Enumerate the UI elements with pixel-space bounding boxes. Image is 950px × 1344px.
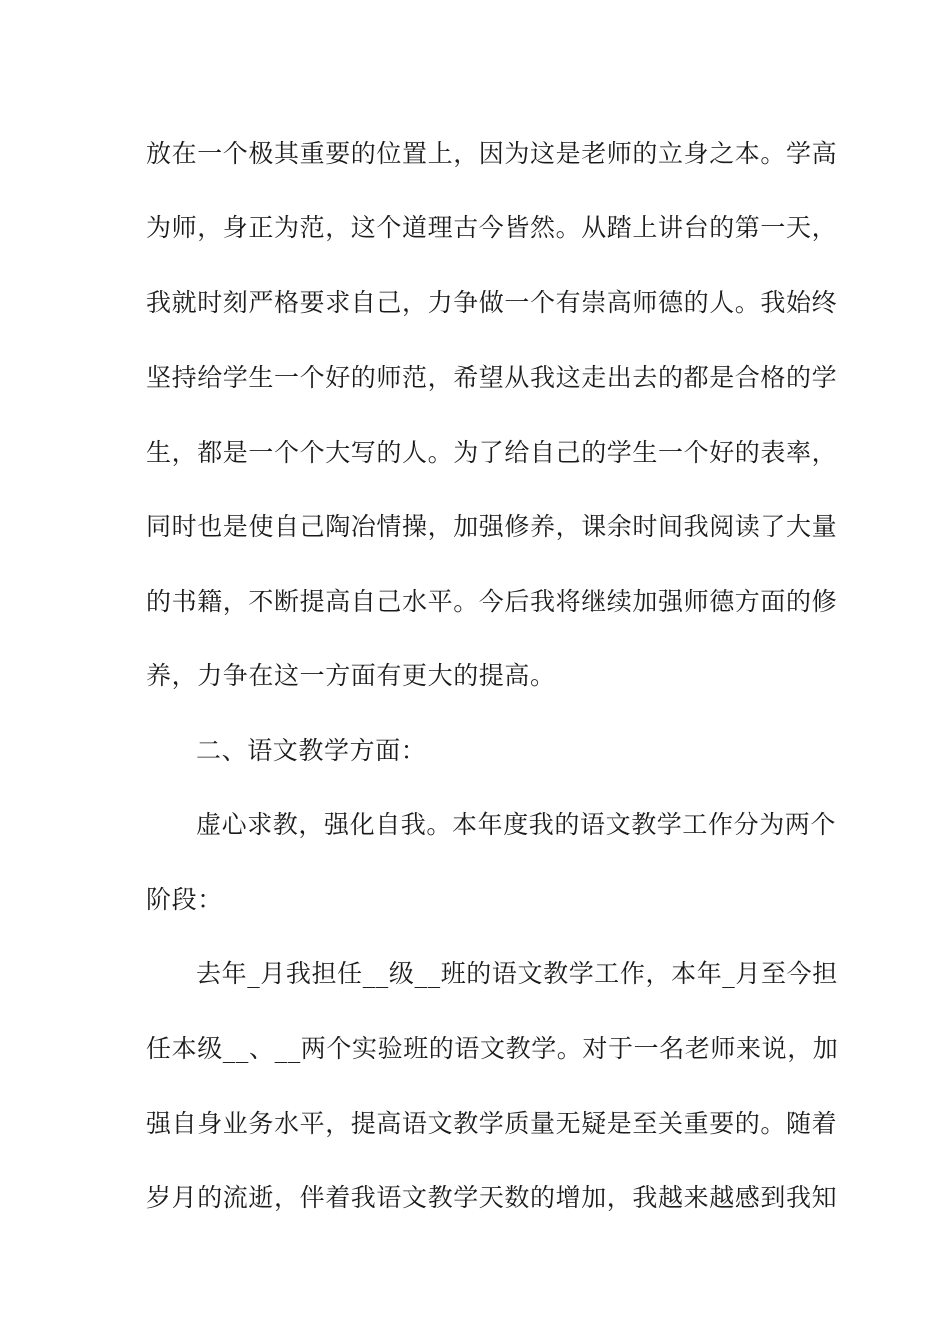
paragraph-line-8: 养，力争在这一方面有更大的提高。	[146, 661, 556, 690]
paragraph-line-13: 任本级__、__两个实验班的语文教学。对于一名老师来说，加	[146, 1034, 839, 1063]
paragraph-line-11: 阶段：	[146, 885, 223, 914]
paragraph-line-5: 生，都是一个个大写的人。为了给自己的学生一个好的表率，	[146, 438, 838, 467]
paragraph-line-3: 我就时刻严格要求自己，力争做一个有崇高师德的人。我始终	[146, 288, 838, 317]
paragraph-line-12: 去年_月我担任__级__班的语文教学工作，本年_月至今担	[196, 959, 838, 988]
section-heading: 二、语文教学方面：	[196, 736, 427, 765]
paragraph-line-4: 坚持给学生一个好的师范，希望从我这走出去的都是合格的学	[146, 363, 838, 392]
paragraph-line-1: 放在一个极其重要的位置上，因为这是老师的立身之本。学高	[146, 139, 838, 168]
paragraph-line-6: 同时也是使自己陶冶情操，加强修养，课余时间我阅读了大量	[146, 512, 838, 541]
paragraph-line-7: 的书籍，不断提高自己水平。今后我将继续加强师德方面的修	[146, 587, 838, 616]
paragraph-line-10: 虚心求教，强化自我。本年度我的语文教学工作分为两个	[196, 810, 837, 839]
paragraph-line-15: 岁月的流逝，伴着我语文教学天数的增加，我越来越感到我知	[146, 1183, 838, 1212]
paragraph-line-14: 强自身业务水平，提高语文教学质量无疑是至关重要的。随着	[146, 1109, 838, 1138]
paragraph-line-2: 为师，身正为范，这个道理古今皆然。从踏上讲台的第一天，	[146, 213, 838, 242]
